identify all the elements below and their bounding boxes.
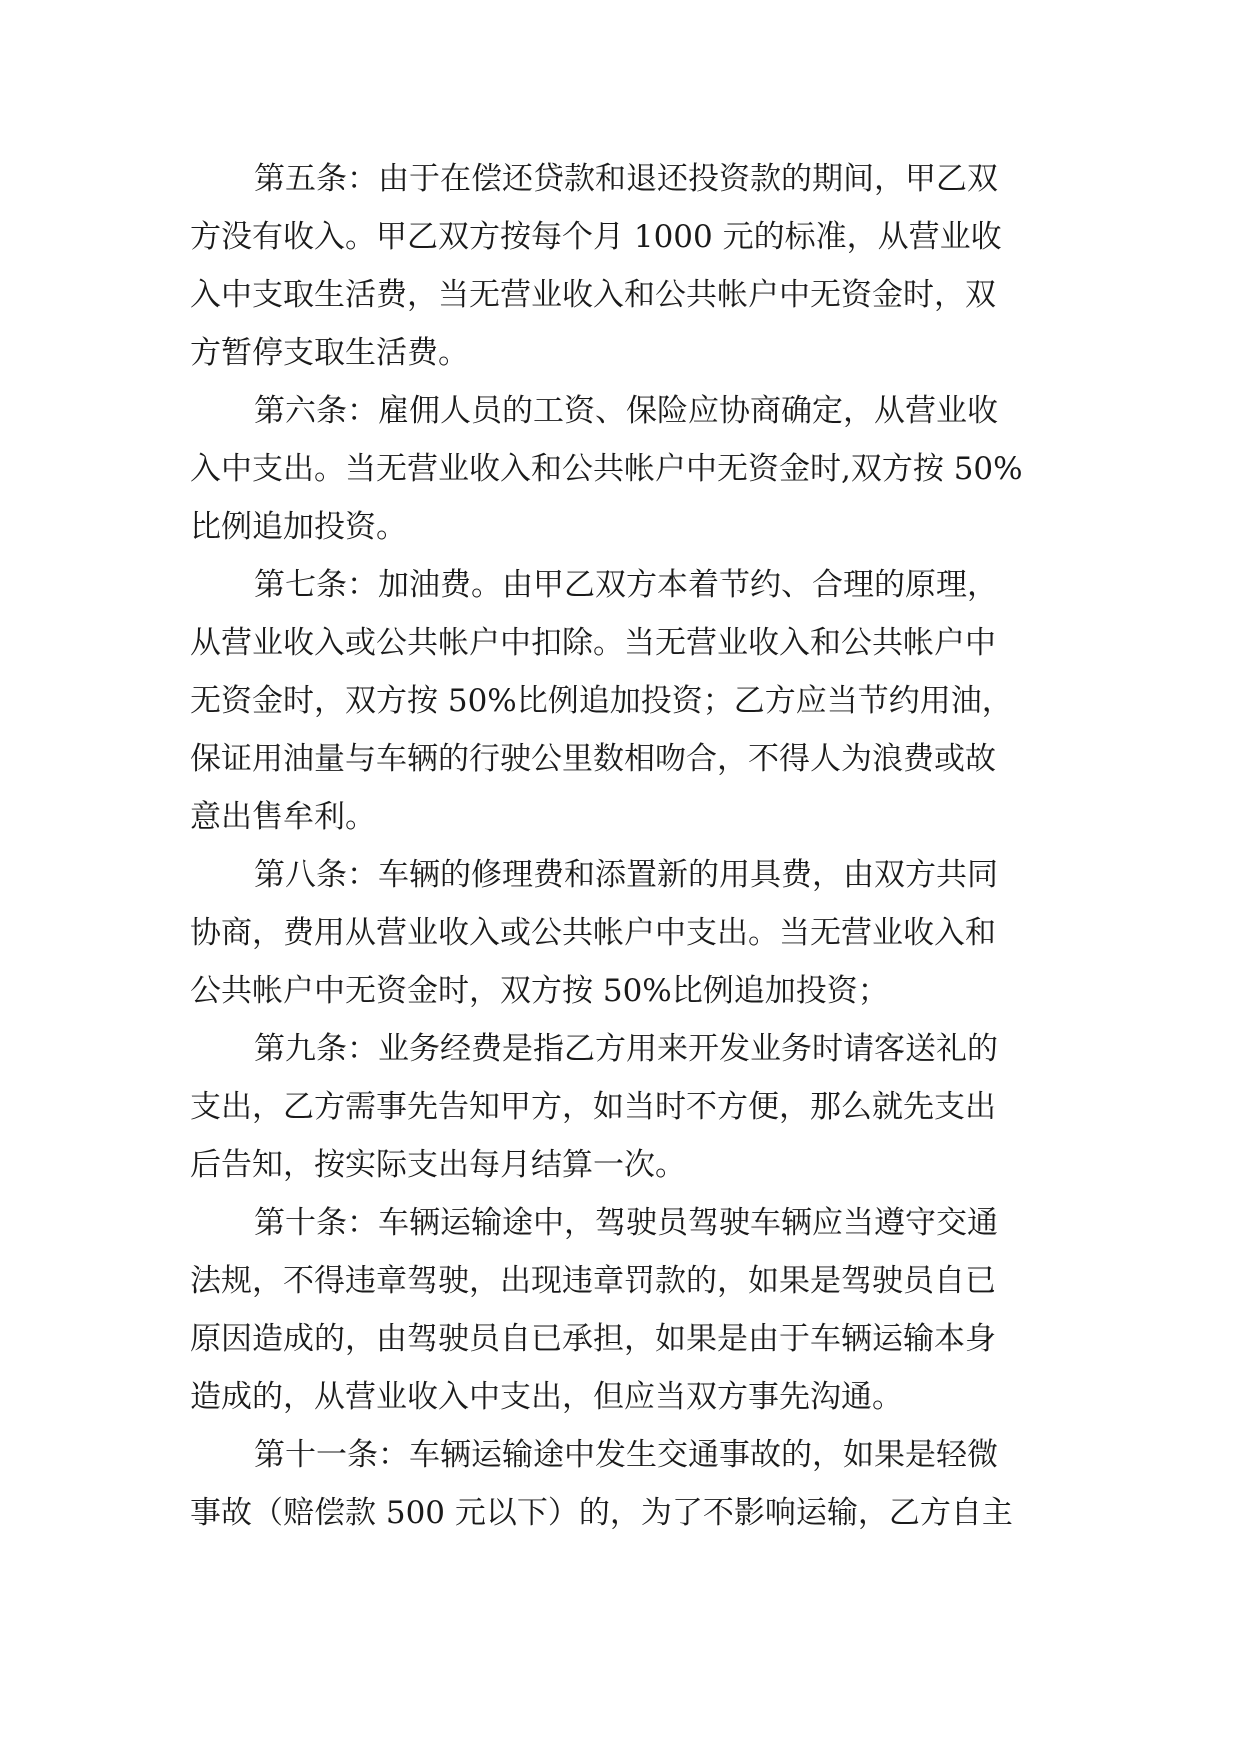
text-line: 协商，费用从营业收入或公共帐户中支出。当无营业收入和: [190, 915, 996, 951]
text-line: 支出，乙方需事先告知甲方，如当时不方便，那么就先支出: [190, 1089, 996, 1125]
text-line: 后告知，按实际支出每月结算一次。: [190, 1147, 686, 1183]
text-line: 第八条：车辆的修理费和添置新的用具费，由双方共同: [254, 857, 998, 893]
text-line: 方暂停支取生活费。: [190, 335, 469, 371]
text-line: 法规，不得违章驾驶，出现违章罚款的，如果是驾驶员自已: [190, 1263, 996, 1299]
text-line: 第七条：加油费。由甲乙双方本着节约、合理的原理，: [254, 567, 998, 603]
text-line: 第十条：车辆运输途中，驾驶员驾驶车辆应当遵守交通: [254, 1205, 998, 1241]
text-line: 入中支出。当无营业收入和公共帐户中无资金时,双方按 50%: [190, 451, 1023, 487]
text-line: 第五条：由于在偿还贷款和退还投资款的期间，甲乙双: [254, 161, 998, 197]
text-line: 意出售牟利。: [190, 799, 376, 835]
text-line: 公共帐户中无资金时，双方按 50%比例追加投资；: [190, 973, 889, 1009]
text-line: 从营业收入或公共帐户中扣除。当无营业收入和公共帐户中: [190, 625, 996, 661]
text-line: 原因造成的，由驾驶员自已承担，如果是由于车辆运输本身: [190, 1321, 996, 1357]
text-line: 第十一条：车辆运输途中发生交通事故的，如果是轻微: [254, 1437, 998, 1473]
text-line: 保证用油量与车辆的行驶公里数相吻合，不得人为浪费或故: [190, 741, 996, 777]
text-line: 事故（赔偿款 500 元以下）的，为了不影响运输，乙方自主: [190, 1495, 1013, 1531]
text-line: 第九条：业务经费是指乙方用来开发业务时请客送礼的: [254, 1031, 998, 1067]
text-line: 入中支取生活费，当无营业收入和公共帐户中无资金时，双: [190, 277, 996, 313]
text-line: 第六条：雇佣人员的工资、保险应协商确定，从营业收: [254, 393, 998, 429]
text-line: 造成的，从营业收入中支出，但应当双方事先沟通。: [190, 1379, 903, 1415]
text-line: 比例追加投资。: [190, 509, 407, 545]
text-line: 无资金时，双方按 50%比例追加投资；乙方应当节约用油，: [190, 683, 1013, 719]
text-line: 方没有收入。甲乙双方按每个月 1000 元的标准，从营业收: [190, 219, 1002, 255]
